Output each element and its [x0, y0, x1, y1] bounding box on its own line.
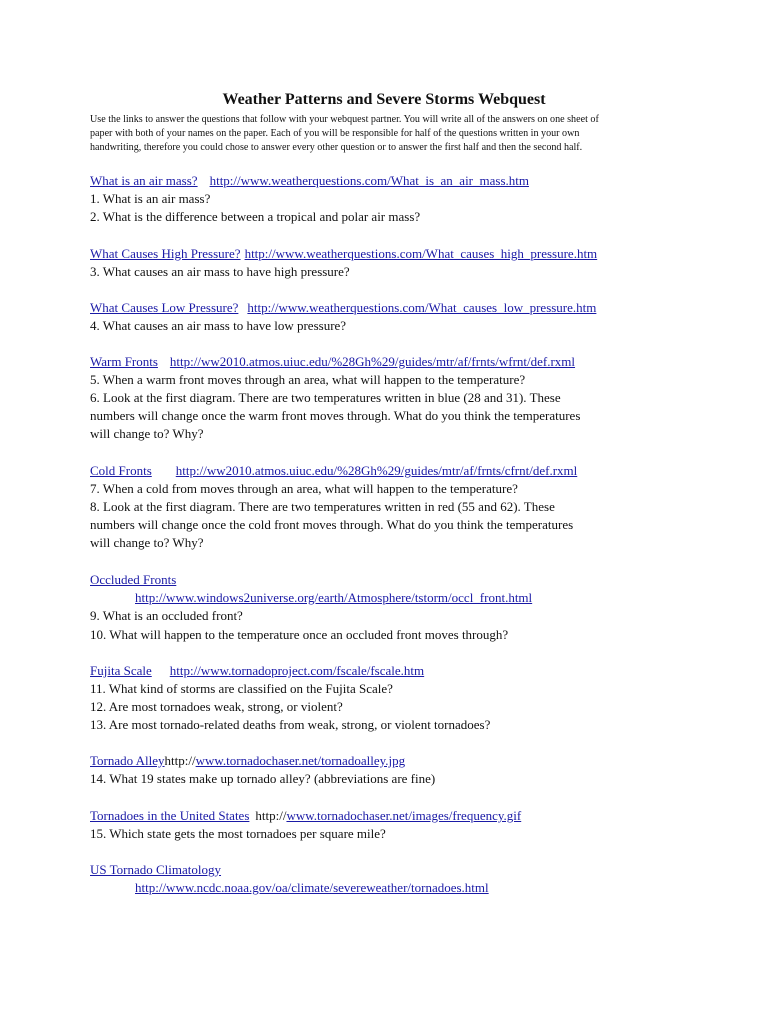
- instructions-line: paper with both of your names on the paper. Each of you will be responsible for half of the questions written in your own: [90, 128, 580, 139]
- question-6-line-3: will change to? Why?: [90, 426, 204, 441]
- question-12: 12. Are most tornadoes weak, strong, or violent?: [90, 699, 343, 714]
- instructions-line: Use the links to answer the questions that follow with your webquest partner. You will write all of the answers on one sheet of: [90, 114, 599, 125]
- link-topic-occluded-fronts[interactable]: Occluded Fronts: [90, 572, 177, 587]
- instructions-line: handwriting, therefore you could chose to answer every other question or to answer the first half and then the second half.: [90, 142, 583, 153]
- section-air-mass-header: [90, 172, 529, 190]
- section-occluded-fronts-url: [135, 589, 532, 607]
- link-url-tornado-alley[interactable]: www.tornadochaser.net/tornadoalley.jpg: [195, 753, 406, 768]
- question-8-line-1: 8. Look at the first diagram. There are two temperatures written in red (55 and 62). These: [90, 499, 555, 514]
- question-8-line-3: will change to? Why?: [90, 535, 204, 550]
- link-url-air-mass[interactable]: http://www.weatherquestions.com/What_is_an_air_mass.htm: [209, 173, 529, 188]
- link-topic-low-pressure[interactable]: What Causes Low Pressure?: [90, 300, 239, 315]
- link-url-low-pressure[interactable]: http://www.weatherquestions.com/What_causes_low_pressure.htm: [247, 300, 597, 315]
- link-url-tornadoes-us[interactable]: www.tornadochaser.net/images/frequency.gif: [286, 808, 522, 823]
- section-tornado-climatology-url: [135, 879, 489, 897]
- section-occluded-fronts-header: [90, 571, 176, 589]
- link-url-tornado-climatology[interactable]: http://www.ncdc.noaa.gov/oa/climate/severeweather/tornadoes.html: [135, 880, 489, 895]
- question-7: 7. When a cold from moves through an area, what will happen to the temperature?: [90, 481, 518, 496]
- instructions-paragraph: [90, 113, 690, 155]
- question-14: 14. What 19 states make up tornado alley? (abbreviations are fine): [90, 771, 436, 786]
- section-tornado-alley-header: [90, 752, 405, 770]
- question-1: 1. What is an air mass?: [90, 191, 211, 206]
- question-8-line-2: numbers will change once the cold front moves through. What do you think the temperatures: [90, 517, 574, 532]
- question-6-line-2: numbers will change once the warm front moves through. What do you think the temperatures: [90, 408, 581, 423]
- url-prefix-tornado-alley: http://: [164, 753, 196, 768]
- question-5: 5. When a warm front moves through an area, what will happen to the temperature?: [90, 372, 526, 387]
- question-9: 9. What is an occluded front?: [90, 608, 243, 623]
- link-url-cold-fronts[interactable]: http://ww2010.atmos.uiuc.edu/%28Gh%29/guides/mtr/af/frnts/cfrnt/def.rxml: [175, 463, 578, 478]
- section-cold-fronts-header: [90, 462, 577, 480]
- question-2: 2. What is the difference between a tropical and polar air mass?: [90, 209, 421, 224]
- section-low-pressure-header: [90, 299, 596, 317]
- section-high-pressure-header: [90, 245, 597, 263]
- link-topic-tornadoes-us[interactable]: Tornadoes in the United States: [90, 808, 250, 823]
- section-warm-fronts-header: [90, 353, 575, 371]
- question-13: 13. Are most tornado-related deaths from weak, strong, or violent tornadoes?: [90, 717, 491, 732]
- question-6-line-1: 6. Look at the first diagram. There are two temperatures written in blue (28 and 31). These: [90, 390, 561, 405]
- question-11: 11. What kind of storms are classified on the Fujita Scale?: [90, 681, 393, 696]
- link-url-fujita-scale[interactable]: http://www.tornadoproject.com/fscale/fscale.htm: [169, 663, 425, 678]
- section-tornado-climatology-header: [90, 861, 221, 879]
- page-title: Weather Patterns and Severe Storms Webquest: [222, 91, 546, 108]
- question-3: 3. What causes an air mass to have high pressure?: [90, 264, 350, 279]
- link-topic-tornado-climatology[interactable]: US Tornado Climatology: [90, 862, 222, 877]
- link-url-high-pressure[interactable]: http://www.weatherquestions.com/What_causes_high_pressure.htm: [244, 246, 598, 261]
- section-tornadoes-us-header: [90, 807, 521, 825]
- question-10: 10. What will happen to the temperature once an occluded front moves through?: [90, 627, 509, 642]
- link-url-occluded-fronts[interactable]: http://www.windows2universe.org/earth/Atmosphere/tstorm/occl_front.html: [135, 590, 533, 605]
- question-4: 4. What causes an air mass to have low pressure?: [90, 318, 347, 333]
- link-url-warm-fronts[interactable]: http://ww2010.atmos.uiuc.edu/%28Gh%29/guides/mtr/af/frnts/wfrnt/def.rxml: [169, 354, 576, 369]
- link-topic-high-pressure[interactable]: What Causes High Pressure?: [90, 246, 241, 261]
- url-prefix-tornadoes-us: http://: [255, 808, 287, 823]
- link-topic-air-mass[interactable]: What is an air mass?: [90, 173, 198, 188]
- question-15: 15. Which state gets the most tornadoes per square mile?: [90, 826, 386, 841]
- link-topic-warm-fronts[interactable]: Warm Fronts: [90, 354, 158, 369]
- section-fujita-scale-header: [90, 662, 424, 680]
- link-topic-tornado-alley[interactable]: Tornado Alley: [90, 753, 165, 768]
- link-topic-fujita-scale[interactable]: Fujita Scale: [90, 663, 152, 678]
- link-topic-cold-fronts[interactable]: Cold Fronts: [90, 463, 152, 478]
